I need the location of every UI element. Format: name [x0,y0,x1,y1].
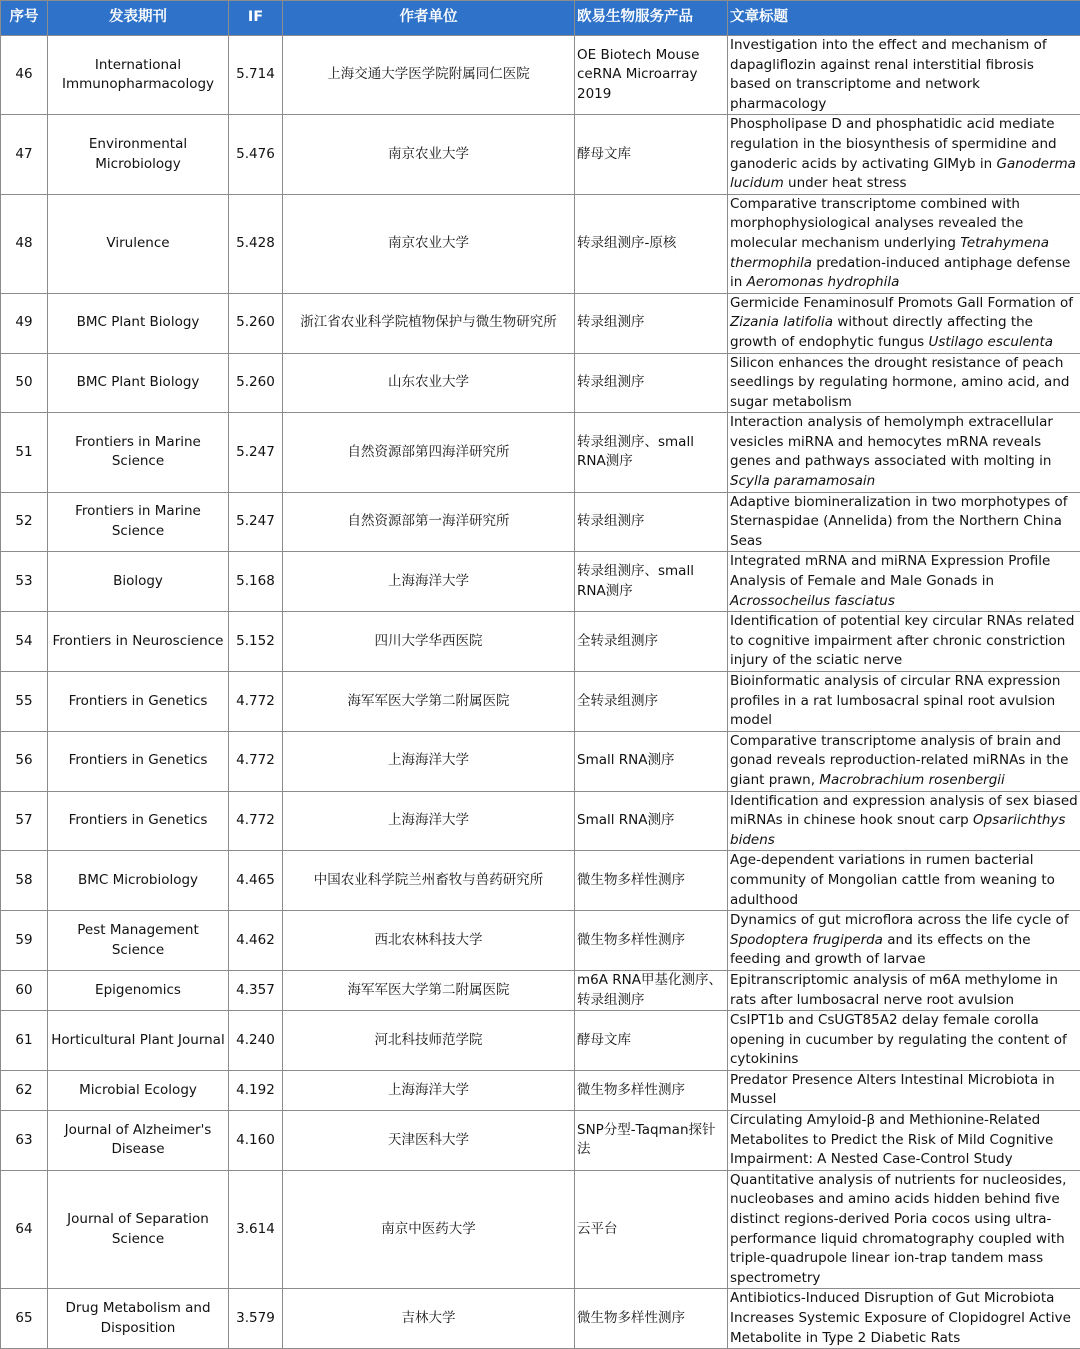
row-number: 47 [1,115,48,194]
row-number: 59 [1,911,48,971]
article-title-cell: Quantitative analysis of nutrients for nucleosides, nucleobases and amino acids hidden behind five distinct regions-derived Poria cocos using ultra-performance liquid chromatography coupled with triple-quadrupole linear ion-trap tandem mass spectrometry [728,1170,1080,1289]
row-number: 51 [1,413,48,492]
table-row [1,1011,1080,1071]
row-number: 53 [1,552,48,612]
table-row [1,851,1080,911]
impact-factor-cell: 5.428 [229,194,283,293]
header-row [1,1,1080,36]
row-number: 54 [1,612,48,672]
article-title-cell: Antibiotics-Induced Disruption of Gut Microbiota Increases Systemic Exposure of Clopidogrel Active Metabolite in Type 2 Diabetic Rats [728,1289,1080,1349]
product-cell: SNP分型-Taqman探针法 [575,1111,728,1171]
row-number: 46 [1,36,48,115]
journal-cell: Environmental Microbiology [48,115,229,194]
article-title-cell: Silicon enhances the drought resistance of peach seedlings by regulating hormone, amino acid, and sugar metabolism [728,353,1080,413]
article-title-cell: Identification and expression analysis of sex biased miRNAs in chinese hook snout carp Opsariichthys bidens [728,791,1080,851]
header-title: 文章标题 [728,1,1080,36]
impact-factor-cell: 5.168 [229,552,283,612]
author-unit-cell: 海军军医大学第二附属医院 [283,970,575,1010]
impact-factor-cell: 4.192 [229,1070,283,1110]
header-product: 欧易生物服务产品 [575,1,728,36]
journal-cell: Journal of Separation Science [48,1170,229,1289]
author-unit-cell: 上海海洋大学 [283,1070,575,1110]
article-title-cell: Dynamics of gut microflora across the life cycle of Spodoptera frugiperda and its effects on the feeding and growth of larvae [728,911,1080,971]
article-title-cell: Identification of potential key circular RNAs related to cognitive impairment after chronic constriction injury of the sciatic nerve [728,612,1080,672]
product-cell: 转录组测序 [575,293,728,353]
table-row [1,194,1080,293]
journal-cell: Microbial Ecology [48,1070,229,1110]
journal-cell: Frontiers in Genetics [48,672,229,732]
impact-factor-cell: 5.260 [229,293,283,353]
article-title-cell: Germicide Fenaminosulf Promots Gall Formation of Zizania latifolia without directly affecting the growth of endophytic fungus Ustilago esculenta [728,293,1080,353]
journal-cell: Frontiers in Neuroscience [48,612,229,672]
impact-factor-cell: 4.357 [229,970,283,1010]
journal-cell: BMC Microbiology [48,851,229,911]
product-cell: 酵母文库 [575,1011,728,1071]
product-cell: 云平台 [575,1170,728,1289]
product-cell: OE Biotech Mouse ceRNA Microarray 2019 [575,36,728,115]
table-row [1,672,1080,732]
product-cell: 微生物多样性测序 [575,851,728,911]
article-title-cell: CsIPT1b and CsUGT85A2 delay female corolla opening in cucumber by regulating the content of cytokinins [728,1011,1080,1071]
journal-cell: Journal of Alzheimer's Disease [48,1111,229,1171]
header-if: IF [229,1,283,36]
impact-factor-cell: 5.247 [229,413,283,492]
article-title-cell: Predator Presence Alters Intestinal Microbiota in Mussel [728,1070,1080,1110]
author-unit-cell: 四川大学华西医院 [283,612,575,672]
table-row [1,1070,1080,1110]
impact-factor-cell: 4.772 [229,731,283,791]
author-unit-cell: 河北科技师范学院 [283,1011,575,1071]
row-number: 64 [1,1170,48,1289]
author-unit-cell: 上海交通大学医学院附属同仁医院 [283,36,575,115]
impact-factor-cell: 4.772 [229,672,283,732]
impact-factor-cell: 5.476 [229,115,283,194]
table-row [1,911,1080,971]
table-row [1,492,1080,552]
article-title-cell: Bioinformatic analysis of circular RNA expression profiles in a rat lumbosacral spinal root avulsion model [728,672,1080,732]
table-row [1,552,1080,612]
impact-factor-cell: 5.714 [229,36,283,115]
row-number: 56 [1,731,48,791]
impact-factor-cell: 4.160 [229,1111,283,1171]
product-cell: 转录组测序 [575,353,728,413]
header-unit: 作者单位 [283,1,575,36]
table-row [1,1170,1080,1289]
impact-factor-cell: 4.465 [229,851,283,911]
author-unit-cell: 南京农业大学 [283,115,575,194]
table-row [1,612,1080,672]
header-journal: 发表期刊 [48,1,229,36]
impact-factor-cell: 3.579 [229,1289,283,1349]
article-title-cell: Phospholipase D and phosphatidic acid mediate regulation in the biosynthesis of spermidine and ganoderic acids by activating GlMyb in Ganoderma lucidum under heat stress [728,115,1080,194]
author-unit-cell: 浙江省农业科学院植物保护与微生物研究所 [283,293,575,353]
table-row [1,36,1080,115]
table-row [1,293,1080,353]
journal-cell: Pest Management Science [48,911,229,971]
author-unit-cell: 海军军医大学第二附属医院 [283,672,575,732]
article-title-cell: Comparative transcriptome combined with morphophysiological analyses revealed the molecular mechanism underlying Tetrahymena thermophila predation-induced antiphage defense in Aeromonas hydrophila [728,194,1080,293]
author-unit-cell: 中国农业科学院兰州畜牧与兽药研究所 [283,851,575,911]
product-cell: 微生物多样性测序 [575,1289,728,1349]
author-unit-cell: 南京农业大学 [283,194,575,293]
author-unit-cell: 上海海洋大学 [283,731,575,791]
journal-cell: Frontiers in Genetics [48,791,229,851]
product-cell: 全转录组测序 [575,612,728,672]
impact-factor-cell: 4.240 [229,1011,283,1071]
journal-cell: BMC Plant Biology [48,353,229,413]
row-number: 65 [1,1289,48,1349]
journal-cell: Virulence [48,194,229,293]
row-number: 57 [1,791,48,851]
journal-cell: Horticultural Plant Journal [48,1011,229,1071]
author-unit-cell: 吉林大学 [283,1289,575,1349]
row-number: 48 [1,194,48,293]
article-title-cell: Comparative transcriptome analysis of brain and gonad reveals reproduction-related miRNAs in the giant prawn, Macrobrachium rosenbergii [728,731,1080,791]
impact-factor-cell: 5.260 [229,353,283,413]
product-cell: 微生物多样性测序 [575,1070,728,1110]
table-row [1,413,1080,492]
journal-cell: International Immunopharmacology [48,36,229,115]
journal-cell: Frontiers in Marine Science [48,492,229,552]
table-row [1,791,1080,851]
journal-cell: Frontiers in Marine Science [48,413,229,492]
table-row [1,1289,1080,1349]
journal-cell: Drug Metabolism and Disposition [48,1289,229,1349]
header-no: 序号 [1,1,48,36]
impact-factor-cell: 5.152 [229,612,283,672]
table-row [1,115,1080,194]
author-unit-cell: 上海海洋大学 [283,552,575,612]
author-unit-cell: 南京中医药大学 [283,1170,575,1289]
impact-factor-cell: 4.772 [229,791,283,851]
article-title-cell: Interaction analysis of hemolymph extracellular vesicles miRNA and hemocytes mRNA reveals genes and pathways associated with molting in Scylla paramamosain [728,413,1080,492]
product-cell: Small RNA测序 [575,791,728,851]
row-number: 63 [1,1111,48,1171]
table-row [1,1111,1080,1171]
product-cell: Small RNA测序 [575,731,728,791]
row-number: 60 [1,970,48,1010]
journal-cell: Frontiers in Genetics [48,731,229,791]
journal-cell: Biology [48,552,229,612]
product-cell: 转录组测序-原核 [575,194,728,293]
article-title-cell: Age-dependent variations in rumen bacterial community of Mongolian cattle from weaning to adulthood [728,851,1080,911]
product-cell: 全转录组测序 [575,672,728,732]
product-cell: 微生物多样性测序 [575,911,728,971]
journal-cell: BMC Plant Biology [48,293,229,353]
author-unit-cell: 上海海洋大学 [283,791,575,851]
row-number: 50 [1,353,48,413]
author-unit-cell: 山东农业大学 [283,353,575,413]
product-cell: 转录组测序、small RNA测序 [575,413,728,492]
author-unit-cell: 西北农林科技大学 [283,911,575,971]
impact-factor-cell: 3.614 [229,1170,283,1289]
product-cell: 转录组测序 [575,492,728,552]
article-title-cell: Integrated mRNA and miRNA Expression Profile Analysis of Female and Male Gonads in Acrossocheilus fasciatus [728,552,1080,612]
row-number: 55 [1,672,48,732]
table-row [1,731,1080,791]
row-number: 58 [1,851,48,911]
product-cell: 酵母文库 [575,115,728,194]
article-title-cell: Investigation into the effect and mechanism of dapagliflozin against renal interstitial fibrosis based on transcriptome and network pharmacology [728,36,1080,115]
product-cell: 转录组测序、small RNA测序 [575,552,728,612]
row-number: 61 [1,1011,48,1071]
impact-factor-cell: 4.462 [229,911,283,971]
article-title-cell: Epitranscriptomic analysis of m6A methylome in rats after lumbosacral nerve root avulsion [728,970,1080,1010]
product-cell: m6A RNA甲基化测序、转录组测序 [575,970,728,1010]
table-row [1,353,1080,413]
author-unit-cell: 自然资源部第一海洋研究所 [283,492,575,552]
article-title-cell: Adaptive biomineralization in two morphotypes of Sternaspidae (Annelida) from the Northern China Seas [728,492,1080,552]
author-unit-cell: 天津医科大学 [283,1111,575,1171]
row-number: 52 [1,492,48,552]
impact-factor-cell: 5.247 [229,492,283,552]
article-title-cell: Circulating Amyloid-β and Methionine-Related Metabolites to Predict the Risk of Mild Cognitive Impairment: A Nested Case-Control Study [728,1111,1080,1171]
table-row [1,970,1080,1010]
journal-cell: Epigenomics [48,970,229,1010]
author-unit-cell: 自然资源部第四海洋研究所 [283,413,575,492]
row-number: 62 [1,1070,48,1110]
row-number: 49 [1,293,48,353]
